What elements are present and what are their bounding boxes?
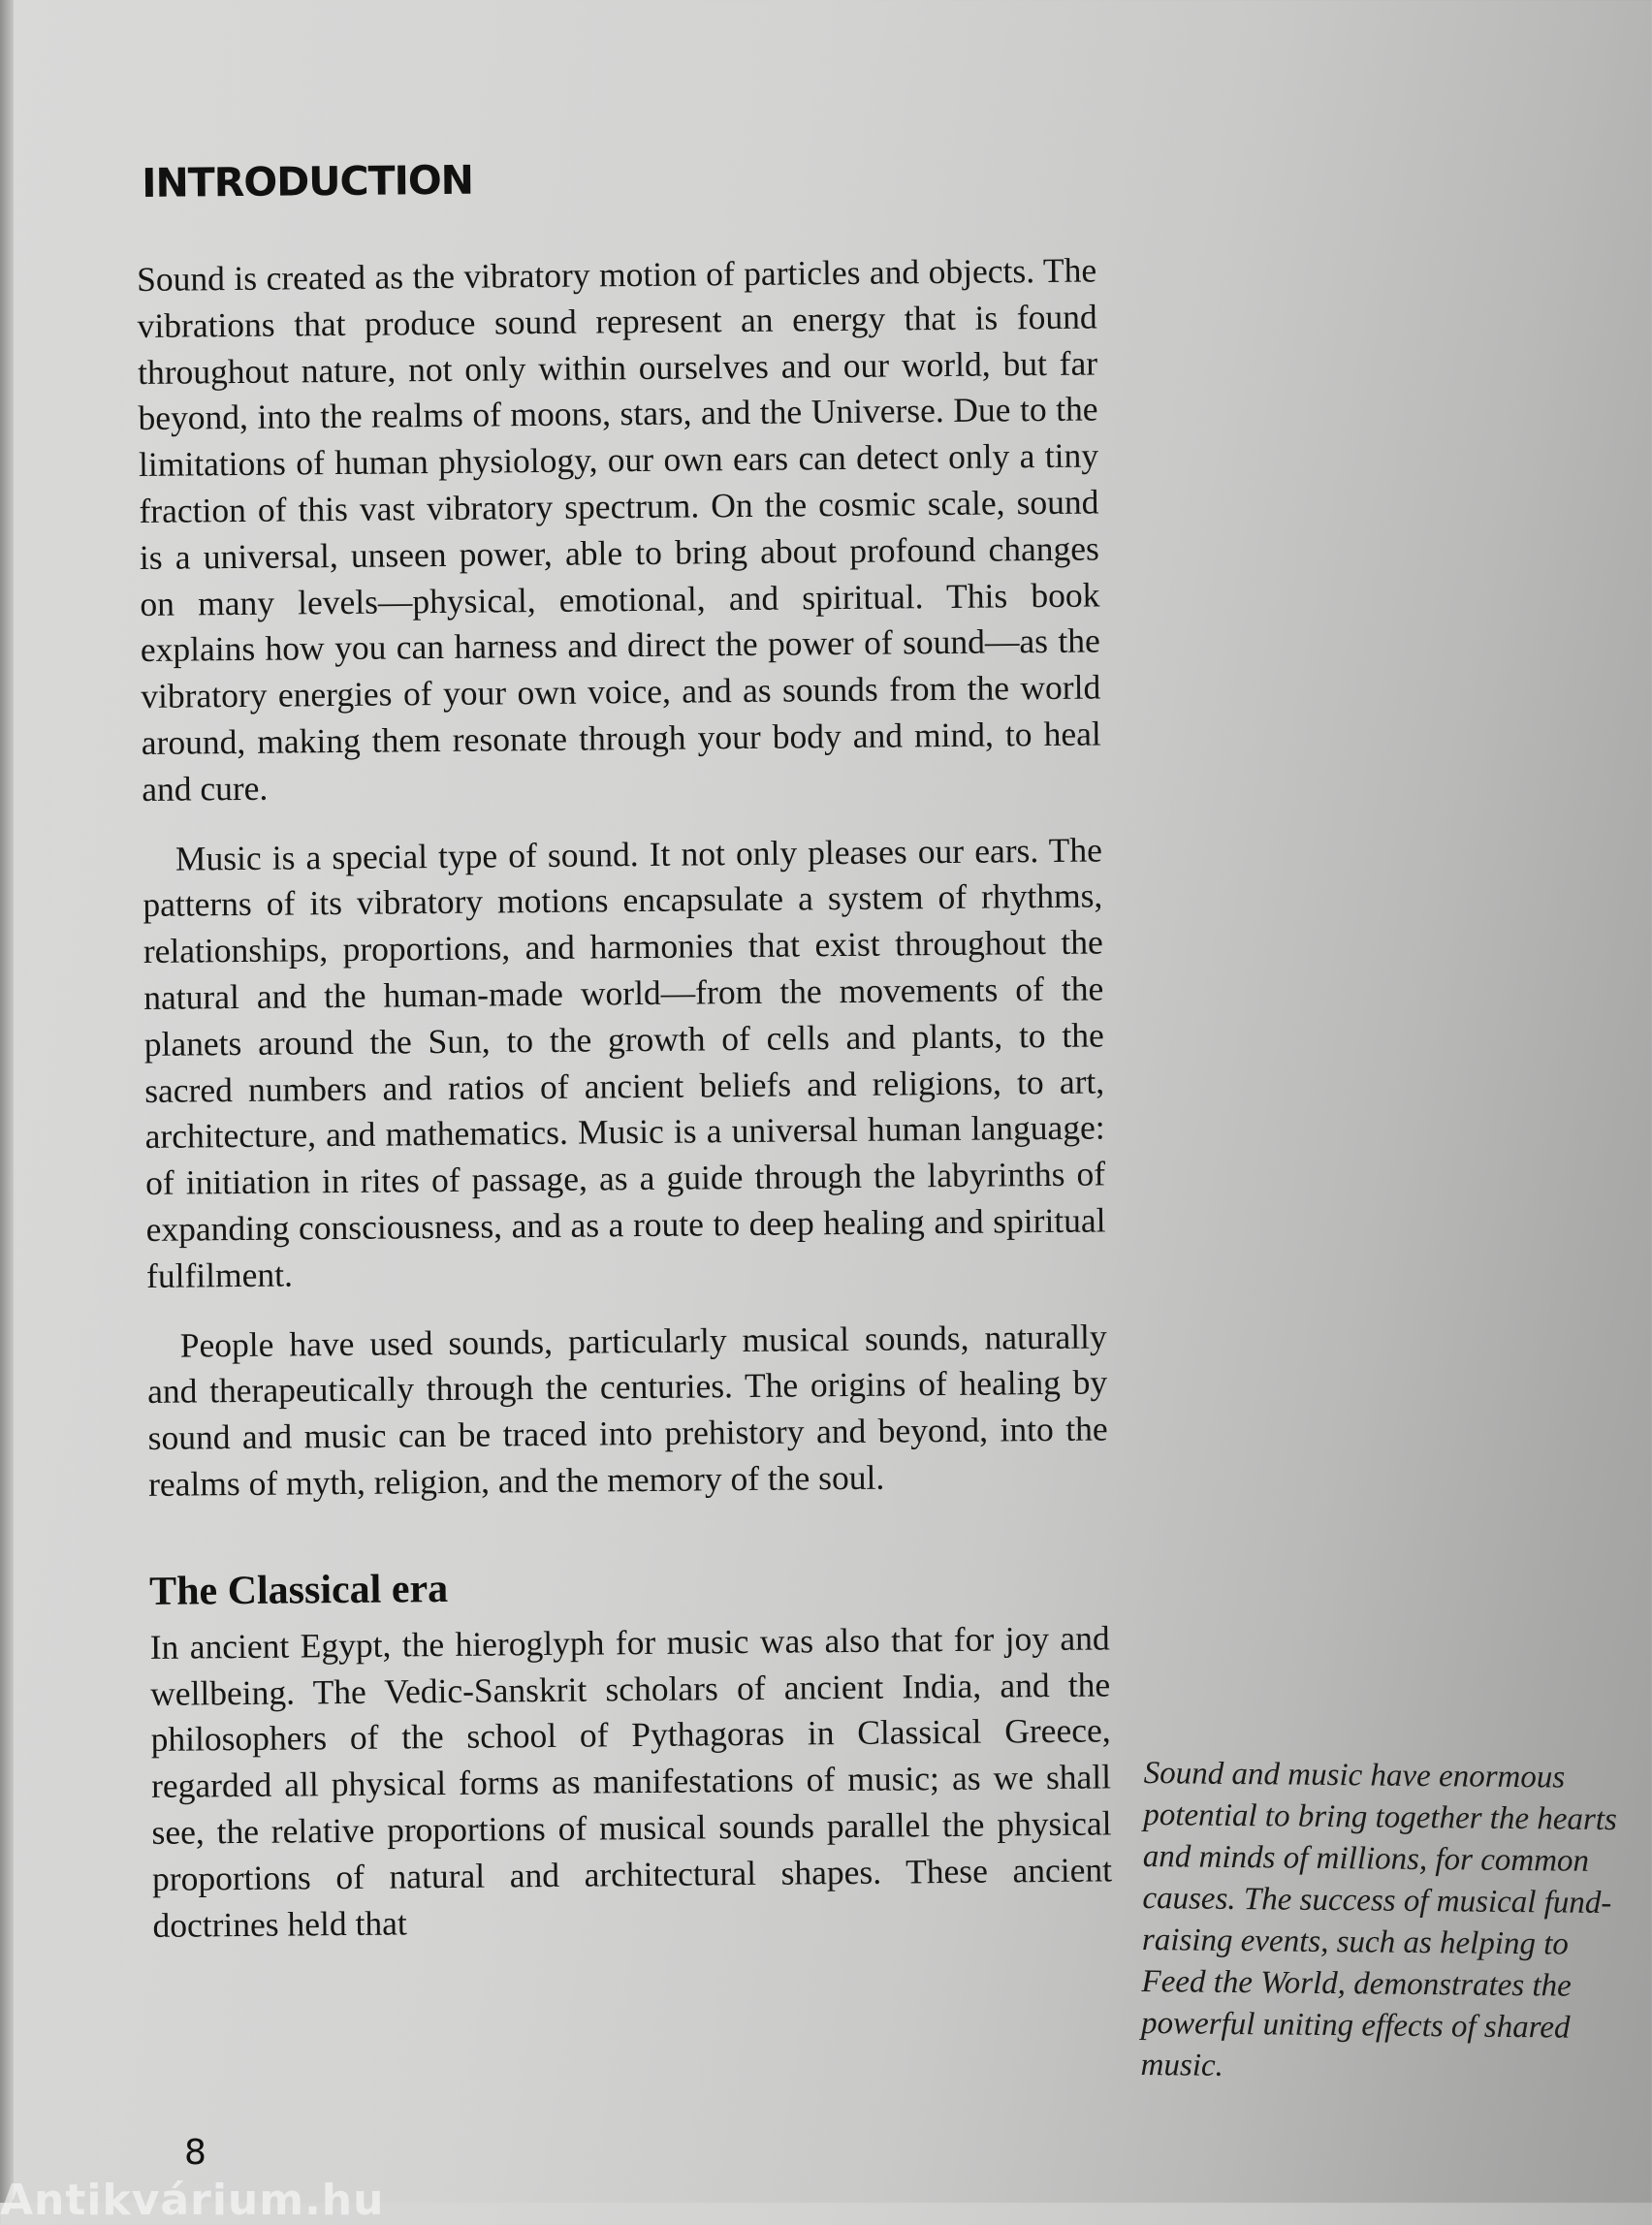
- page-title: INTRODUCTION: [141, 156, 474, 207]
- classical-era-paragraph: In ancient Egypt, the hieroglyph for music was also that for joy and wellbeing. The Vedic-Sanskrit scholars of ancient India, and the philosophers of the school of Pythagoras in Classical Greece, regarded all physical forms as manifestations of music; as we shall see, the relative proportions of musical sounds parallel the physical proportions of natural and architectural shapes. These ancient doctrines held that: [149, 1618, 1113, 1945]
- intro-paragraph-3: People have used sounds, particularly musical sounds, naturally and therapeutically through the centuries. The origins of healing by sound and music can be traced into prehistory and beyond, into the realms of myth, religion, and the memory of the soul.: [147, 1316, 1108, 1504]
- page-number: 8: [184, 2133, 206, 2173]
- watermark: Antikvárium.hu: [0, 2176, 385, 2225]
- section-heading-classical-era: The Classical era: [148, 1566, 449, 1614]
- intro-paragraph-2: Music is a special type of sound. It not only pleases our ears. The patterns of its vibratory motions encapsulate a system of rhythms, relationships, proportions, and harmonies that exist throughout the natural and the human-made world—from the movements of the planets around the Sun, to the growth of cells and plants, to the sacred numbers and ratios of ancient beliefs and religions, to art, architecture, and mathematics. Music is a universal human language: of initiation in rites of passage, as a guide through the labyrinths of expanding consciousness, and as a route to deep healing and spiritual fulfilment.: [143, 830, 1106, 1295]
- sidebar-caption: Sound and music have enormous potential to bring together the hearts and minds of millions, for common causes. The success of musical fund-raising events, such as helping to Feed the World, demonstrates the powerful uniting effects of shared music.: [1140, 1755, 1618, 2083]
- main-text-column: [136, 150, 1123, 1949]
- page-gutter-shadow: [0, 0, 14, 2203]
- intro-paragraph-1: Sound is created as the vibratory motion of particles and objects. The vibrations that produce sound represent an energy that is found throughout nature, not only within ourselves and our world, but far beyond, into the realms of moons, stars, and the Universe. Due to the limitations of human physiology, our own ears can detect only a tiny fraction of this vast vibratory spectrum. On the cosmic scale, sound is a universal, unseen power, able to bring about profound changes on many levels—physical, emotional, and spiritual. This book explains how you can harness and direct the power of sound—as the vibratory energies of your own voice, and as sounds from the world around, making them resonate through your body and mind, to heal and cure.: [136, 250, 1101, 809]
